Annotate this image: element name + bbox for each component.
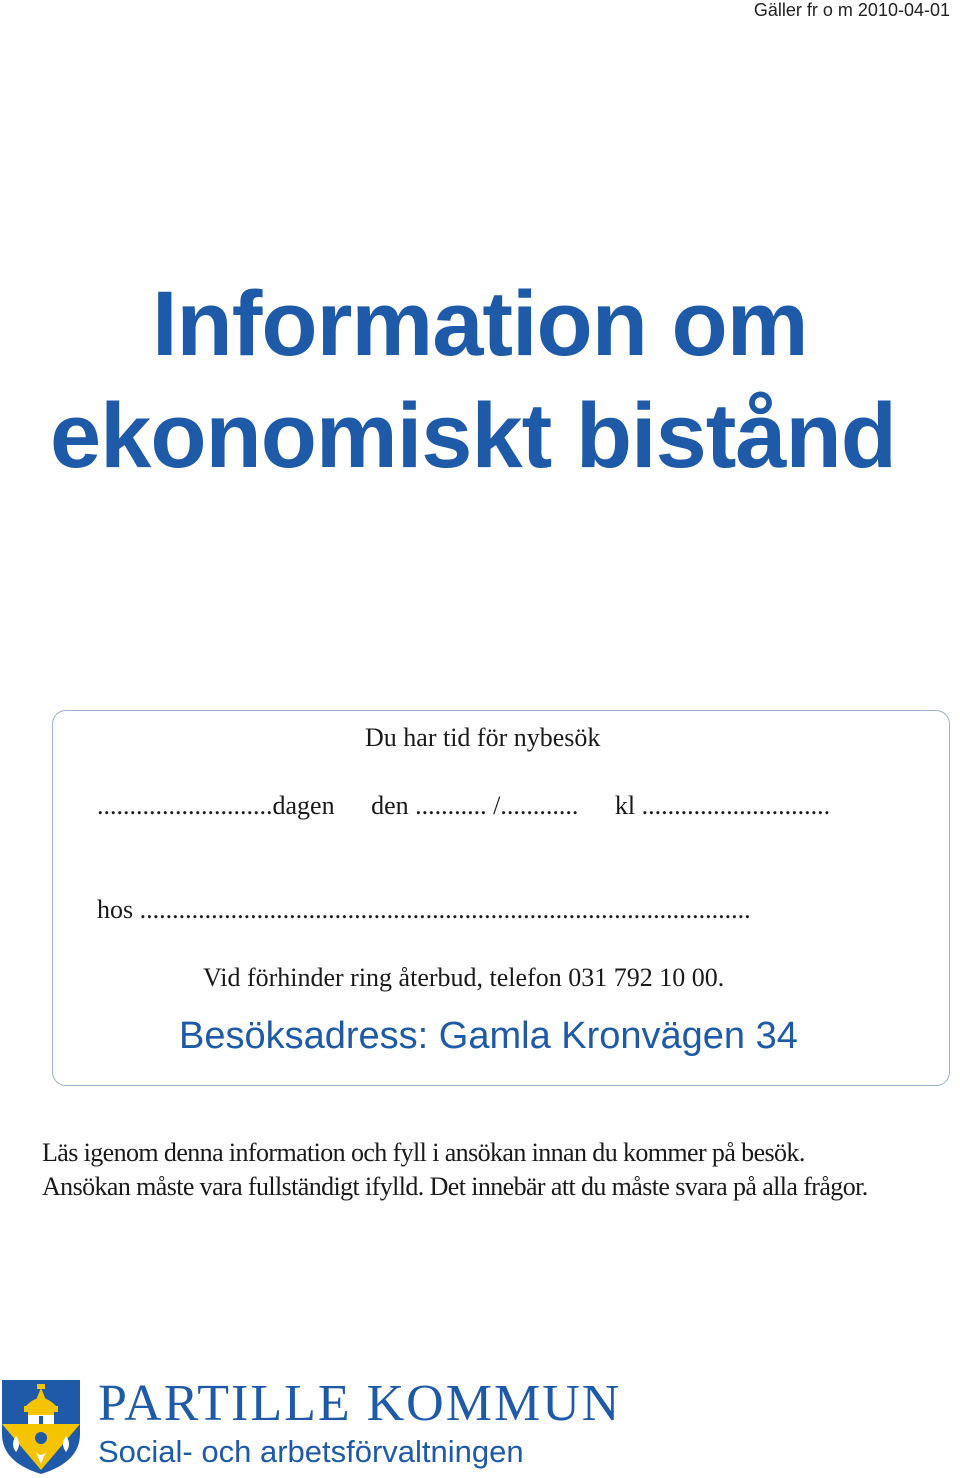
instructions-line-1: Läs igenom denna information och fyll i ansökan innan du kommer på besök. [42, 1138, 805, 1167]
instructions-line-2: Ansökan måste vara fullständigt ifylld. Det innebär att du måste svara på alla frågor. [42, 1172, 868, 1201]
appointment-day-field[interactable]: ...........................dagen [97, 791, 335, 820]
org-name: PARTILLE KOMMUN [98, 1375, 622, 1432]
appointment-date-line [97, 791, 830, 821]
org-department: Social- och arbetsförvaltningen [98, 1434, 524, 1469]
appointment-date-field[interactable]: den ........... /............ [371, 791, 579, 820]
appointment-time-field[interactable]: kl ............................. [614, 791, 831, 820]
appointment-box [52, 710, 950, 1086]
appointment-heading: Du har tid för nybesök [365, 723, 601, 752]
title-line-2: ekonomiskt bistånd [50, 385, 896, 487]
visit-address: Besöksadress: Gamla Kronvägen 34 [179, 1015, 798, 1057]
page-title [50, 268, 960, 492]
partille-coat-of-arms-icon [2, 1380, 80, 1474]
appointment-host-field[interactable]: hos .............................................................................................. [97, 895, 751, 924]
title-line-1: Information om [152, 273, 808, 375]
footer-logo [0, 1375, 960, 1478]
instructions [42, 1136, 960, 1204]
valid-from-date: Gäller fr o m 2010-04-01 [753, 0, 950, 20]
cancel-note: Vid förhinder ring återbud, telefon 031 792 10 00. [203, 963, 725, 992]
